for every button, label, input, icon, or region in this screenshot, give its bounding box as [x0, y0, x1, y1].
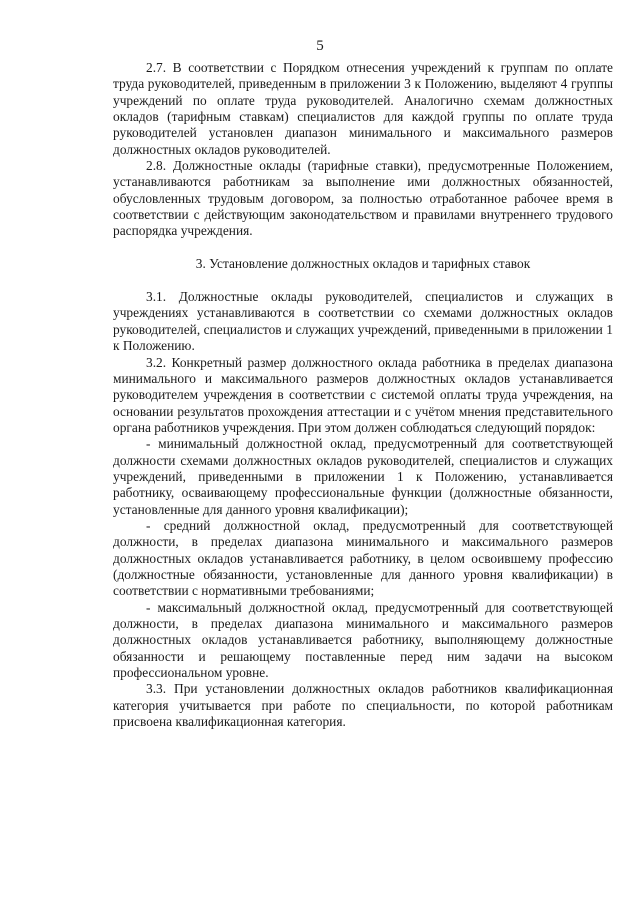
paragraph-2-8: 2.8. Должностные оклады (тарифные ставки), предусмотренные Положением, устанавливаются работникам за выполнение ими должностных обязанностей, обусловленных трудовым договором, за полностью отработанное рабочее время в соответствии с действующим законодательством и правилами внутреннего трудового распорядка учреждения.: [113, 158, 613, 239]
paragraph-3-1: 3.1. Должностные оклады руководителей, специалистов и служащих в учреждениях устанавливаются в соответствии со схемами должностных окладов руководителей, специалистов и служащих учреждений, приведенными в приложении 1 к Положению.: [113, 289, 613, 354]
list-item-minimum-salary: - минимальный должностной оклад, предусмотренный для соответствующей должности схемами должностных окладов руководителей, специалистов и служащих учреждений, приведенными в приложении 1 к Положению, устанавливается работнику, осваивающему профессиональные функции (должностные обязанности, установленные для данного уровня квалификации);: [113, 436, 613, 517]
document-body: [113, 60, 613, 730]
paragraph-3-3: 3.3. При установлении должностных окладов работников квалификационная категория учитывается при работе по специальности, по которой работникам присвоена квалификационная категория.: [113, 681, 613, 730]
page-number: 5: [316, 38, 324, 54]
list-item-average-salary: - средний должностной оклад, предусмотренный для соответствующей должности, в пределах диапазона минимального и максимального размеров должностных окладов устанавливается работнику, в целом освоившему профессию (должностные обязанности, установленные для данного уровня квалификации) в соответствии с нормативными требованиями;: [113, 517, 613, 599]
section-heading: 3. Установление должностных окладов и тарифных ставок: [195, 255, 531, 271]
paragraph-3-2: 3.2. Конкретный размер должностного оклада работника в пределах диапазона минимального и максимального размеров должностных окладов устанавливается руководителем учреждения в соответствии с системой оплаты труда учреждения, на основании результатов прохождения аттестации и с учётом мнения представительного органа работников учреждения. При этом должен соблюдаться следующий порядок:: [113, 354, 613, 435]
paragraph-2-7: 2.7. В соответствии с Порядком отнесения учреждений к группам по оплате труда руководителей, приведенным в приложении 3 к Положению, выделяют 4 группы учреждений по оплате труда руководителей. Аналогично схемам должностных окладов (тарифным ставкам) специалистов для каждой группы по оплате труда руководителей установлен диапазон минимального и максимального размеров должностных окладов руководителей.: [113, 60, 613, 157]
list-item-maximum-salary: - максимальный должностной оклад, предусмотренный для соответствующей должности, в пределах диапазона минимального и максимального размеров должностных окладов устанавливается работнику, выполняющему должностные обязанности и решающему поставленные перед ним задачи на высоком профессиональном уровне.: [113, 599, 613, 681]
